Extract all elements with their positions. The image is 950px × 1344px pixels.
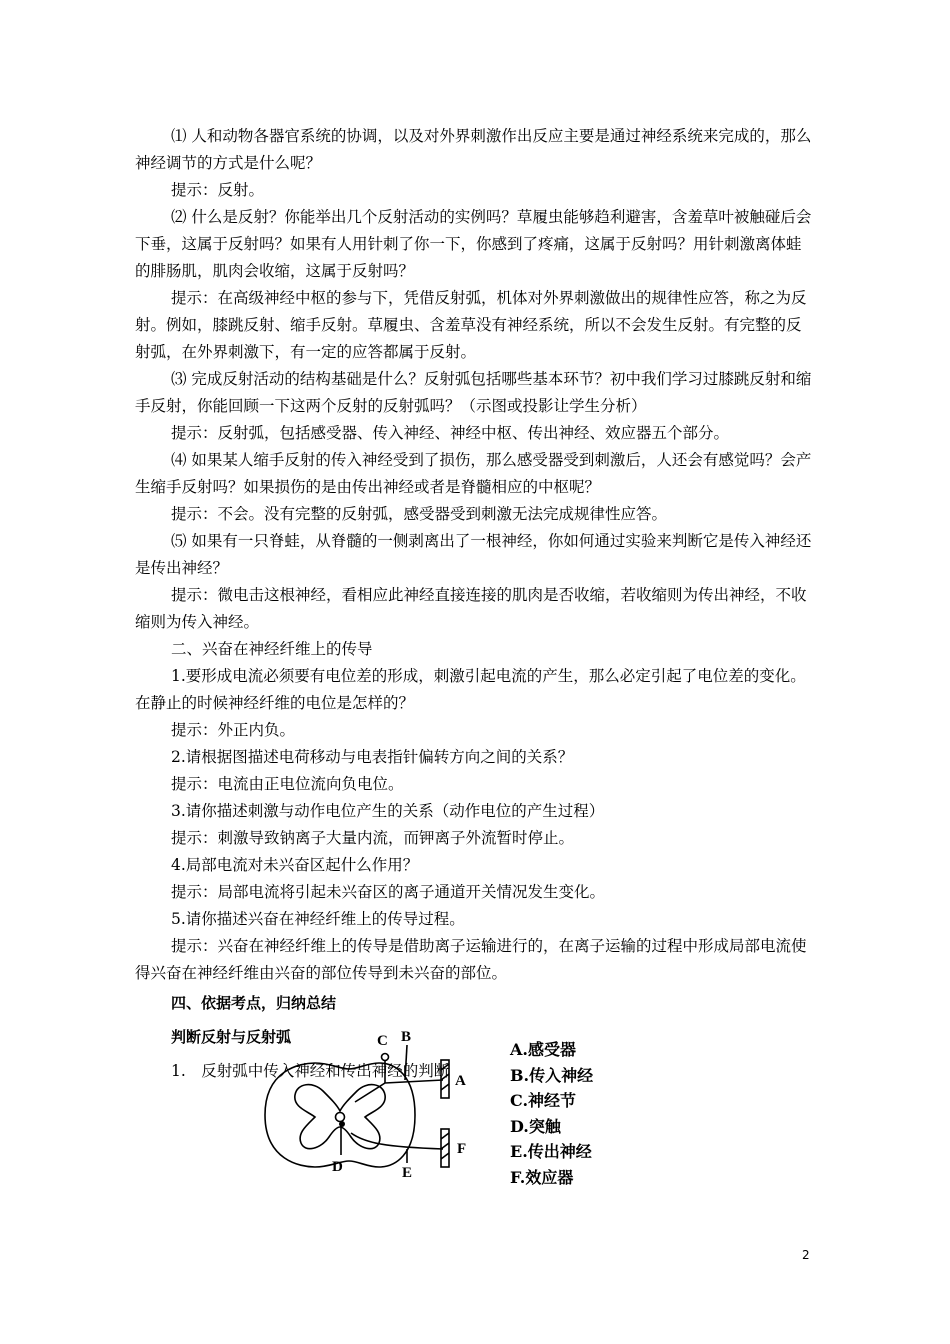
legend-item-c: C.神经节 [510, 1091, 577, 1110]
spinal-cord-outline [265, 1063, 415, 1167]
paragraph-item3: 3.请你描述刺激与动作电位产生的关系（动作电位的产生过程） [171, 802, 605, 820]
paragraph-q5: ⑸ 如果有一只脊蛙，从脊髓的一侧剥离出了一根神经，你如何通过实验来判断它是传入神经还是传出神经？ [135, 532, 812, 577]
legend-item-d: D.突触 [510, 1116, 561, 1136]
paragraph-item5: 5.请你描述兴奋在神经纤维上的传导过程。 [171, 910, 465, 928]
label-f: F [457, 1141, 467, 1157]
section-heading-2: 二、兴奋在神经纤维上的传导 [171, 640, 373, 658]
page-number: 2 [802, 1248, 810, 1262]
paragraph-item3-hint: 提示：刺激导致钠离子大量内流，而钾离子外流暂时停止。 [171, 829, 575, 847]
paragraph-hint1: 提示：反射。 [171, 181, 265, 199]
legend-item-a: A.感受器 [510, 1040, 576, 1059]
paragraph-item2-hint: 提示：电流由正电位流向负电位。 [171, 775, 404, 793]
paragraph-item5-hint: 提示：兴奋在神经纤维上的传导是借助离子运输进行的，在离子运输的过程中形成局部电流使得兴奋在神经纤维由兴奋的部位传导到未兴奋的部位。 [135, 937, 807, 982]
legend-item-e: E.传出神经 [510, 1142, 592, 1161]
label-c: C [377, 1033, 388, 1049]
paragraph-hint3: 提示：反射弧，包括感受器、传入神经、神经中枢、传出神经、效应器五个部分。 [171, 424, 730, 442]
sub-heading: 判断反射与反射弧 [171, 1028, 292, 1046]
paragraph-hint4: 提示：不会。没有完整的反射弧，感受器受到刺激无法完成规律性应答。 [171, 505, 668, 523]
afferent-nerve [355, 1080, 443, 1102]
item-heading: 1. 反射弧中传入神经和传出神经的判断 [171, 1062, 450, 1080]
label-d: D [332, 1159, 343, 1175]
paragraph-item1: 1.要形成电流必须要有电位差的形成，刺激引起电流的产生，那么必定引起了电位差的变化。在静止的时候神经纤维的电位是怎样的？ [135, 667, 806, 712]
diagram-legend [510, 1037, 593, 1190]
ganglion-marker [382, 1054, 389, 1061]
synapse-dot [339, 1121, 345, 1127]
paragraph-item1-hint: 提示：外正内负。 [171, 721, 296, 739]
grey-matter [295, 1085, 385, 1149]
paragraph-item4: 4.局部电流对未兴奋区起什么作用？ [171, 856, 419, 874]
legend-item-b: B.传入神经 [510, 1065, 594, 1085]
paragraph-q1: ⑴ 人和动物各器官系统的协调，以及对外界刺激作出反应主要是通过神经系统来完成的，那么神经调节的方式是什么呢？ [135, 127, 812, 172]
paragraph-q4: ⑷ 如果某人缩手反射的传入神经受到了损伤，那么感受器受到刺激后，人还会有感觉吗？会产生缩手反射吗？如果损伤的是由传出神经或者是脊髓相应的中枢呢？ [135, 451, 812, 496]
label-a: A [455, 1073, 466, 1089]
efferent-nerve [351, 1133, 443, 1149]
section-heading-4: 四、依据考点，归纳总结 [171, 994, 337, 1012]
paragraph-q3: ⑶ 完成反射活动的结构基础是什么？反射弧包括哪些基本环节？初中我们学习过膝跳反射和缩手反射，你能回顾一下这两个反射的反射弧吗？（示图或投影让学生分析） [135, 370, 812, 415]
legend-item-f: F.效应器 [510, 1167, 574, 1187]
paragraph-hint5: 提示：微电击这根神经，看相应此神经直接连接的肌肉是否收缩，若收缩则为传出神经，不收缩则为传入神经。 [135, 586, 807, 631]
paragraph-item4-hint: 提示：局部电流将引起未兴奋区的离子通道开关情况发生变化。 [171, 883, 606, 901]
paragraph-hint2: 提示：在高级神经中枢的参与下，凭借反射弧，机体对外界刺激做出的规律性应答，称之为反射。例如，膝跳反射、缩手反射。草履虫、含羞草没有神经系统，所以不会发生反射。有完整的反射弧，在外界刺激下，有一定的应答都属于反射。 [135, 289, 807, 361]
label-b: B [401, 1029, 412, 1045]
reflex-arc-diagram [255, 1025, 485, 1185]
paragraph-item2: 2.请根据图描述电荷移动与电表指针偏转方向之间的关系？ [171, 748, 574, 766]
paragraph-q2: ⑵ 什么是反射？你能举出几个反射活动的实例吗？草履虫能够趋利避害，含羞草叶被触碰后会下垂，这属于反射吗？如果有人用针刺了你一下，你感到了疼痛，这属于反射吗？用针刺激离体蛙的腓肠肌，肌肉会收缩，这属于反射吗？ [135, 208, 812, 280]
label-e: E [402, 1165, 413, 1181]
